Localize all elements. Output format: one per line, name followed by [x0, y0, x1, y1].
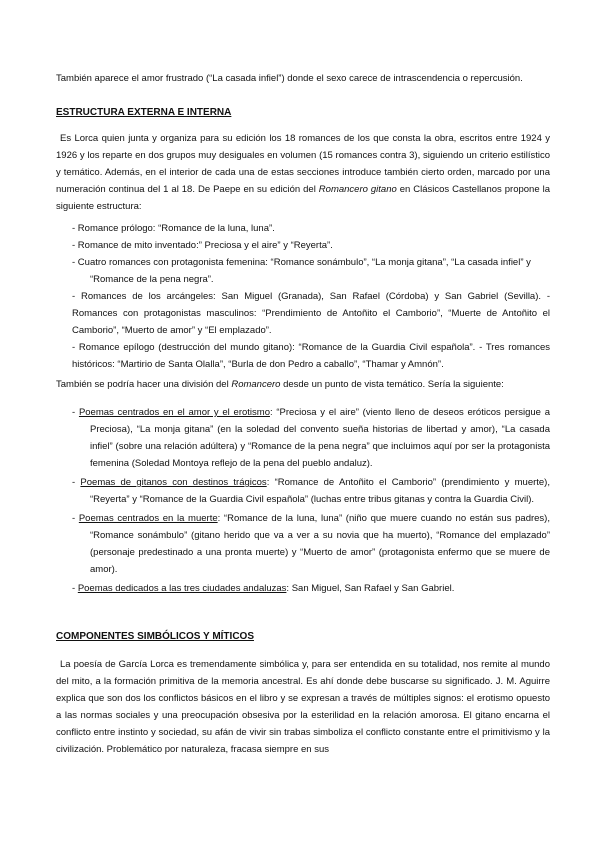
structure-list [72, 220, 550, 373]
structure-item: - Romance de mito inventado:” Preciosa y el aire” y “Reyerta”. [72, 240, 333, 251]
symbolic-paragraph: La poesía de García Lorca es tremendamente simbólica y, para ser entendida en su totalidad, nos remite al mundo del mito, a la formación primitiva de la memoria ancestral. Es ahí donde debe buscarse su significado. J. M. Aguirre explica que son dos los conflictos básicos en el libro y se expresan a través de múltiples signos: el erotismo opuesto a las normas sociales y una preocupación obsesiva por la esterilidad en la relación amorosa. El gitano encarna el conflicto entre instinto y sociedad, su afán de vivir sin trabas simboliza el conflicto constante entre el primitivismo y la civilización. Problemático por naturaleza, fracasa siempre en sus [56, 659, 550, 755]
structure-item: - Cuatro romances con protagonista femenina: “Romance sonámbulo”, “La monja gitana”, “La casada infiel” y “Romance de la pena negra”. [72, 257, 531, 285]
themes-list [72, 404, 550, 597]
structure-intro-paragraph: Es Lorca quien junta y organiza para su edición los 18 romances de los que consta la obra, escritos entre 1924 y 1926 y los reparte en dos grupos muy desiguales en volumen (15 romances contra 3), siguiendo un criterio estilístico y temático. Además, en el interior de cada una de estas secciones introduce también cierto orden, marcado por una numeración continua del 1 al 18. De Paepe en su edición del Romancero gitano en Clásicos Castellanos propone la siguiente estructura: [56, 133, 550, 212]
theme-item: - Poemas centrados en el amor y el erotismo: “Preciosa y el aire” (viento lleno de deseos eróticos persigue a Preciosa), “La monja gitana” (en la soledad del convento sueña historias de libertad y amor), “La casada infiel” (sobre una relación adúltera) y “Romance de la pena negra” que incluimos aquí por ser la protagonista femenina (Soledad Montoya reflejo de la pena del pueblo andaluz). [72, 407, 550, 469]
structure-item: - Romances de los arcángeles: San Miguel (Granada), San Rafael (Córdoba) y San Gabriel (Sevilla). - Romances con protagonistas masculinos: “Prendimiento de Antoñito el Camborio”, “Muerte de Antoñito el Camborio”, “Muerto de amor” y “El emplazado”. [72, 291, 550, 336]
section-heading-symbolic: COMPONENTES SIMBÓLICOS Y MÍTICOS [56, 631, 254, 642]
theme-item: - Poemas de gitanos con destinos trágicos: “Romance de Antoñito el Camborio” (prendimiento y muerte), “Reyerta” y “Romance de la Guardia Civil española” (luchas entre tribus gitanas y contra la Guardia Civil). [72, 477, 550, 505]
theme-item: - Poemas centrados en la muerte: “Romance de la luna, luna” (niño que muere cuando no están sus padres), “Romance sonámbulo” (gitano herido que va a ver a su novia que ha muerto), “Romance del emplazado” (personaje predestinado a una pronta muerte) y “Muerto de amor” (protagonista enfermo que se muere de amor). [72, 513, 550, 575]
intro-paragraph: También aparece el amor frustrado (“La casada infiel”) donde el sexo carece de intrascendencia o repercusión. [56, 73, 523, 84]
structure-item: - Romance prólogo: “Romance de la luna, luna”. [72, 223, 275, 234]
theme-item: - Poemas dedicados a las tres ciudades andaluzas: San Miguel, San Rafael y San Gabriel. [72, 583, 455, 594]
section-heading-structure: ESTRUCTURA EXTERNA E INTERNA [56, 107, 232, 118]
structure-item: - Romance epílogo (destrucción del mundo gitano): “Romance de la Guardia Civil española”. - Tres romances históricos: “Martirio de Santa Olalla”, “Burla de don Pedro a caballo”, “Thamar y Amnón”. [72, 342, 550, 370]
thematic-intro-paragraph: También se podría hacer una división del Romancero desde un punto de vista temático. Sería la siguiente: [56, 379, 504, 390]
